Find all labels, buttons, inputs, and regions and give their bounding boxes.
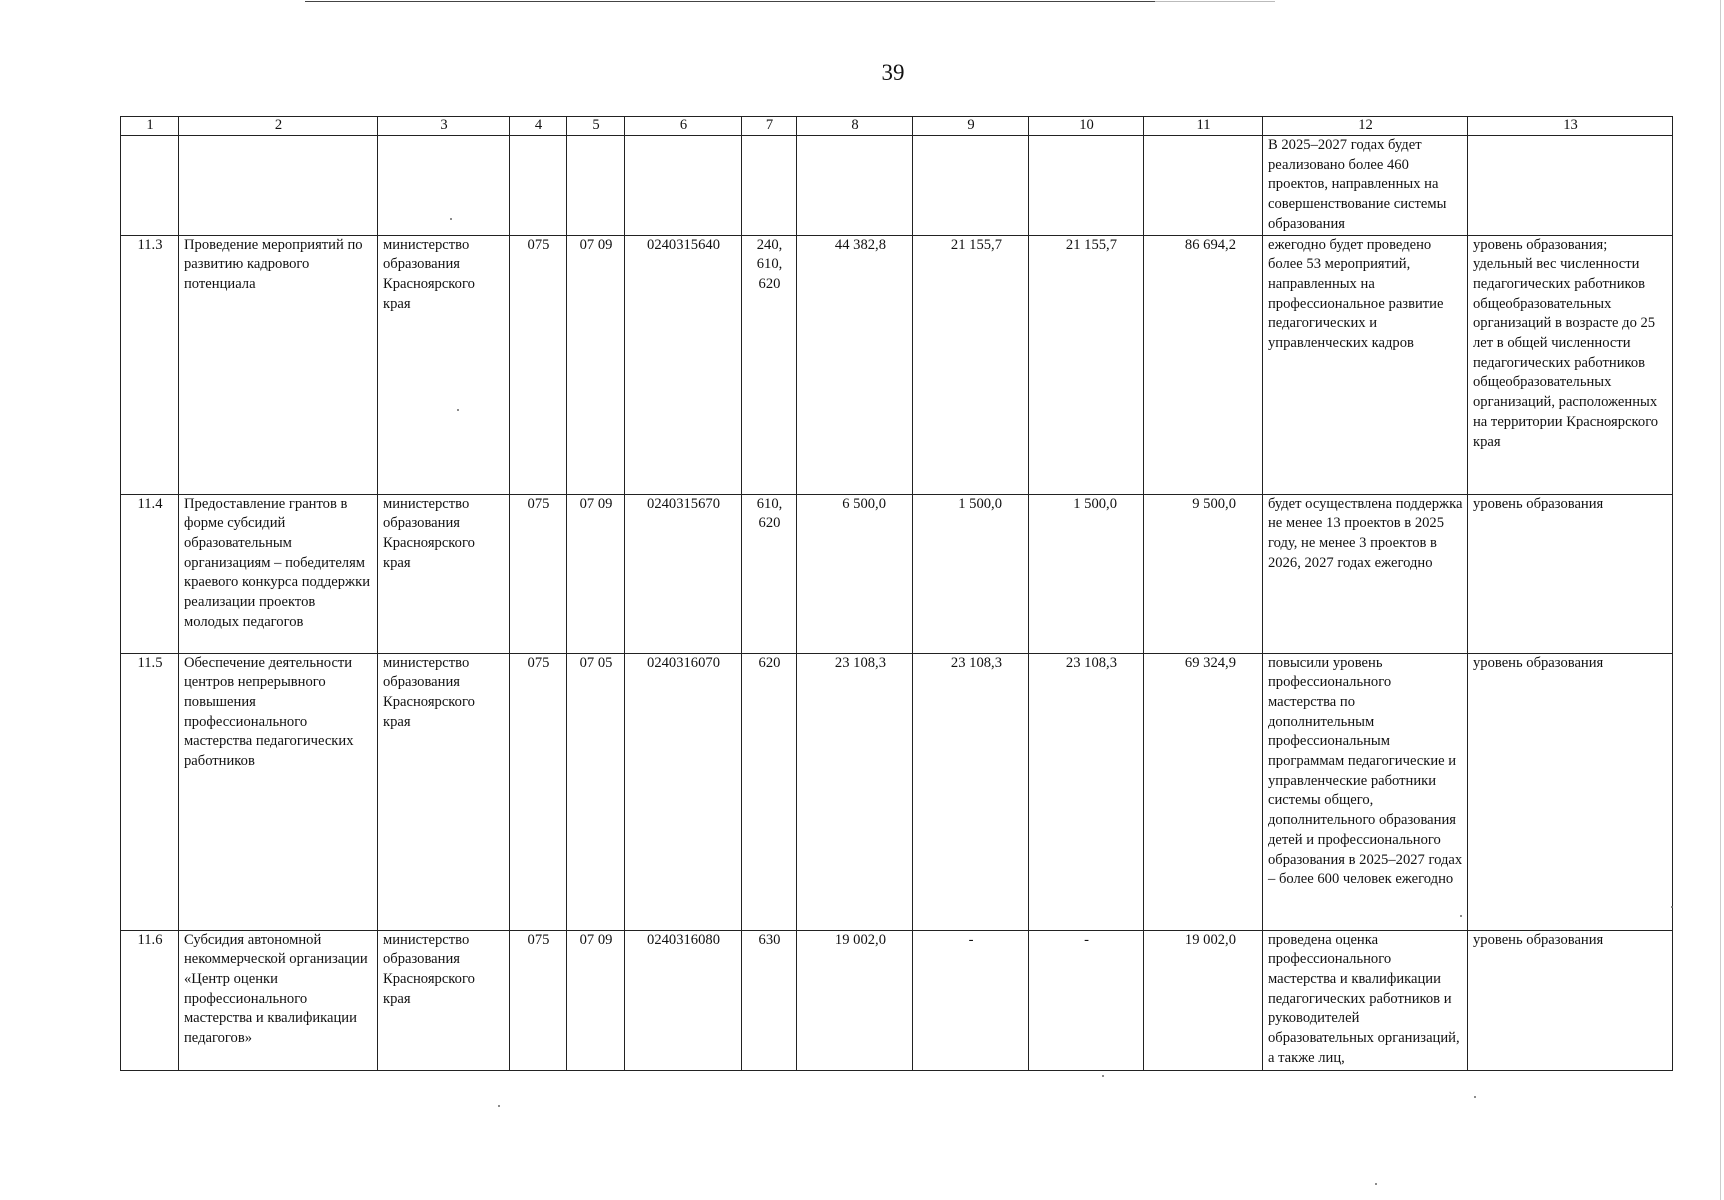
item-number: 11.5 xyxy=(121,653,179,930)
responsible-body: министерство образования Красноярского края xyxy=(378,930,510,1070)
item-number xyxy=(121,136,179,236)
amount-total xyxy=(1144,136,1263,236)
scan-speck xyxy=(498,1105,500,1107)
grbs-code: 075 xyxy=(510,494,567,653)
table-row-11-4 xyxy=(121,494,1673,653)
expected-result: повысили уровень профессионального мастерства по дополнительным профессиональным программам педагогические и управленческие работники системы общего, дополнительного образования детей и профессионального образования в 2025–2027 годах – более 600 человек ежегодно xyxy=(1263,653,1468,930)
csr-code: 0240315670 xyxy=(625,494,742,653)
expected-result: будет осуществлена поддержка не менее 13 проектов в 2025 году, не менее 3 проектов в 2026, 2027 годах ежегодно xyxy=(1263,494,1468,653)
scan-edge-line xyxy=(1720,0,1721,1200)
header-cell: 5 xyxy=(567,117,625,136)
amount-2027 xyxy=(1029,136,1144,236)
item-number: 11.4 xyxy=(121,494,179,653)
header-cell: 2 xyxy=(179,117,378,136)
measure-name: Проведение мероприятий по развитию кадрового потенциала xyxy=(179,235,378,494)
top-rule-faint xyxy=(1155,1,1275,2)
amount-total: 86 694,2 xyxy=(1144,235,1263,494)
amount-2025 xyxy=(797,136,913,236)
responsible-body: министерство образования Красноярского края xyxy=(378,494,510,653)
grbs-code xyxy=(510,136,567,236)
amount-2026: 23 108,3 xyxy=(913,653,1029,930)
vr-code xyxy=(742,136,797,236)
amount-2027: - xyxy=(1029,930,1144,1070)
amount-2026: 1 500,0 xyxy=(913,494,1029,653)
measure-name: Предоставление грантов в форме субсидий образовательным организациям – победителям краевого конкурса поддержки реализации проектов молодых педагогов xyxy=(179,494,378,653)
responsible-body: министерство образования Красноярского края xyxy=(378,653,510,930)
responsible-body: министерство образования Красноярского края xyxy=(378,235,510,494)
rzpr-code: 07 09 xyxy=(567,930,625,1070)
vr-code: 240, 610, 620 xyxy=(742,235,797,494)
item-number: 11.3 xyxy=(121,235,179,494)
indicator: уровень образования; удельный вес численности педагогических работников общеобразовательных организаций в возрасте до 25 лет в общей численности педагогических работников общеобразовательных организаций, расположенных на территории Красноярского края xyxy=(1468,235,1673,494)
scan-speck xyxy=(1460,915,1462,917)
scan-speck xyxy=(457,409,459,411)
header-cell: 4 xyxy=(510,117,567,136)
header-cell: 11 xyxy=(1144,117,1263,136)
responsible-body xyxy=(378,136,510,236)
measure-name: Обеспечение деятельности центров непрерывного повышения профессионального мастерства педагогических работников xyxy=(179,653,378,930)
vr-code: 630 xyxy=(742,930,797,1070)
rzpr-code: 07 09 xyxy=(567,235,625,494)
table-row-11-3 xyxy=(121,235,1673,494)
amount-2025: 23 108,3 xyxy=(797,653,913,930)
page-number: 39 xyxy=(881,60,905,85)
expected-result: В 2025–2027 годах будет реализовано более 460 проектов, направленных на совершенствование системы образования xyxy=(1263,136,1468,236)
amount-total: 19 002,0 xyxy=(1144,930,1263,1070)
amount-2026: - xyxy=(913,930,1029,1070)
amount-total: 69 324,9 xyxy=(1144,653,1263,930)
header-cell: 1 xyxy=(121,117,179,136)
expected-result: ежегодно будет проведено более 53 мероприятий, направленных на профессиональное развитие педагогических и управленческих кадров xyxy=(1263,235,1468,494)
amount-total: 9 500,0 xyxy=(1144,494,1263,653)
scan-speck xyxy=(450,218,452,220)
scan-speck xyxy=(1474,1096,1476,1098)
indicator: уровень образования xyxy=(1468,494,1673,653)
amount-2027: 1 500,0 xyxy=(1029,494,1144,653)
grbs-code: 075 xyxy=(510,930,567,1070)
csr-code xyxy=(625,136,742,236)
table-row-11-5 xyxy=(121,653,1673,930)
header-cell: 12 xyxy=(1263,117,1468,136)
header-cell: 3 xyxy=(378,117,510,136)
rzpr-code xyxy=(567,136,625,236)
csr-code: 0240316070 xyxy=(625,653,742,930)
program-measures-table xyxy=(120,116,1673,1071)
vr-code: 620 xyxy=(742,653,797,930)
indicator: уровень образования xyxy=(1468,653,1673,930)
scan-speck xyxy=(1671,906,1673,908)
scan-speck xyxy=(1102,1075,1104,1077)
top-rule xyxy=(305,1,1155,2)
header-cell: 9 xyxy=(913,117,1029,136)
header-cell: 8 xyxy=(797,117,913,136)
csr-code: 0240315640 xyxy=(625,235,742,494)
table-row-continuation xyxy=(121,136,1673,236)
grbs-code: 075 xyxy=(510,653,567,930)
grbs-code: 075 xyxy=(510,235,567,494)
table-row-11-6 xyxy=(121,930,1673,1070)
indicator xyxy=(1468,136,1673,236)
amount-2025: 19 002,0 xyxy=(797,930,913,1070)
item-number: 11.6 xyxy=(121,930,179,1070)
amount-2025: 6 500,0 xyxy=(797,494,913,653)
column-number-row xyxy=(121,117,1673,136)
amount-2025: 44 382,8 xyxy=(797,235,913,494)
header-cell: 10 xyxy=(1029,117,1144,136)
amount-2027: 23 108,3 xyxy=(1029,653,1144,930)
expected-result: проведена оценка профессионального мастерства и квалификации педагогических работников и руководителей образовательных организаций, а также лиц, xyxy=(1263,930,1468,1070)
measure-name: Субсидия автономной некоммерческой организации «Центр оценки профессионального мастерства и квалификации педагогов» xyxy=(179,930,378,1070)
amount-2026: 21 155,7 xyxy=(913,235,1029,494)
header-cell: 7 xyxy=(742,117,797,136)
measure-name xyxy=(179,136,378,236)
scan-speck xyxy=(1375,1183,1377,1185)
header-cell: 6 xyxy=(625,117,742,136)
rzpr-code: 07 09 xyxy=(567,494,625,653)
csr-code: 0240316080 xyxy=(625,930,742,1070)
amount-2026 xyxy=(913,136,1029,236)
vr-code: 610, 620 xyxy=(742,494,797,653)
header-cell: 13 xyxy=(1468,117,1673,136)
rzpr-code: 07 05 xyxy=(567,653,625,930)
indicator: уровень образования xyxy=(1468,930,1673,1070)
amount-2027: 21 155,7 xyxy=(1029,235,1144,494)
